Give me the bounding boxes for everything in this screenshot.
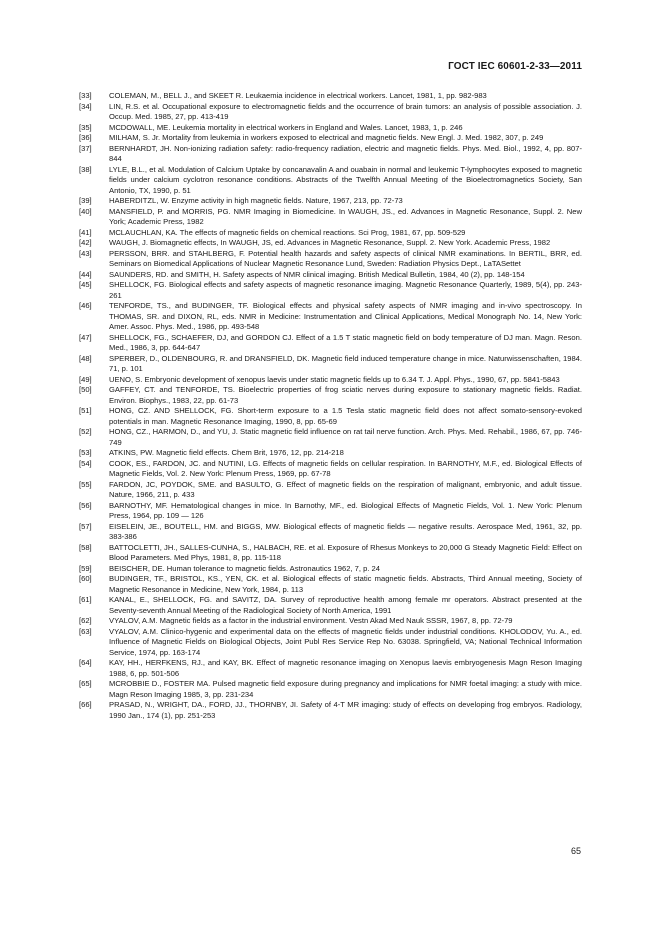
reference-text: SAUNDERS, RD. and SMITH, H. Safety aspects of NMR clinical imaging. British Medical Bulletin, 1984, 40 (2), pp. 148-154 — [109, 269, 525, 279]
reference-text: SHELLOCK, FG., SCHAEFER, DJ, and GORDON CJ. Effect of a 1.5 T static magnetic field on body temperature of DJ man. Magn. Reson. Med., 1986, 3, pp. 644-647 — [109, 332, 582, 352]
reference-text: HONG, CZ. AND SHELLOCK, FG. Short-term exposure to a 1.5 Tesla static magnetic field does not affect somato-sensory-evoked potentials in man. Magnetic Resonance Imaging, 1990, 8, pp. 65-69 — [109, 406, 582, 426]
reference-text: BEISCHER, DE. Human tolerance to magnetic fields. Astronautics 1962, 7, p. 24 — [109, 563, 380, 573]
reference-number: [57] — [79, 521, 92, 531]
reference-item — [79, 333, 582, 354]
reference-item — [79, 238, 582, 249]
reference-number: [48] — [79, 353, 92, 363]
reference-text: COOK, ES., FARDON, JC. and NUTINI, LG. Effects of magnetic fields on cellular respiration. In BARNOTHY, M.F., ed. Biological Effects of Magnetic Fields, Vol. 2. New York: Plenum Press, 1969, pp. 67-78 — [109, 458, 582, 478]
reference-text: PRASAD, N., WRIGHT, DA., FORD, JJ., THORNBY, JI. Safety of 4-T MR imaging: study of effects on developing frog embryos. Radiology, 1990 Jan., 174 (1), pp. 251-253 — [109, 700, 582, 720]
reference-text: BARNOTHY, MF. Hematological changes in mice. In Barnothy, MF., ed. Biological Effects of Magnetic Fields, Vol. 1. New York: Plenum Press, 1964, pp. 109 — 126 — [109, 500, 582, 520]
reference-number: [49] — [79, 374, 92, 384]
reference-item — [79, 658, 582, 679]
reference-number: [65] — [79, 679, 92, 688]
reference-text: SPERBER, D., OLDENBOURG, R. and DRANSFIELD, DK. Magnetic field induced temperature change in mice. Naturwissenschaften, 1984. 71, p. 101 — [109, 353, 582, 373]
reference-number: [41] — [79, 227, 92, 237]
reference-text: TENFORDE, TS., and BUDINGER, TF. Biological effects and physical safety aspects of NMR imaging and in-vivo spectroscopy. In THOMAS, SR. and DIXON, RL, eds. NMR in Medicine: Instrumentation and Clinical Applications, Medical Monograph No. 14, New York: Amer. Assoc. Phys. Med., 1986, pp. 493-548 — [109, 301, 582, 331]
reference-item — [79, 133, 582, 144]
reference-list — [79, 91, 582, 721]
reference-item — [79, 522, 582, 543]
reference-number: [39] — [79, 196, 92, 205]
reference-number: [46] — [79, 301, 92, 310]
reference-number: [60] — [79, 574, 92, 583]
reference-item — [79, 406, 582, 427]
reference-item — [79, 123, 582, 134]
reference-item — [79, 249, 582, 270]
reference-number: [64] — [79, 658, 92, 667]
reference-number: [33] — [79, 91, 92, 100]
document-standard-title: ГОСТ IEC 60601-2-33—2011 — [448, 61, 582, 72]
reference-number: [36] — [79, 133, 92, 142]
reference-number: [62] — [79, 616, 92, 625]
reference-item — [79, 375, 582, 386]
reference-item — [79, 228, 582, 239]
reference-text: MCDOWALL, ME. Leukemia mortality in electrical workers in England and Wales. Lancet, 1983, 1, p. 246 — [109, 122, 463, 132]
reference-number: [47] — [79, 332, 92, 342]
reference-number: [50] — [79, 385, 92, 394]
reference-item — [79, 448, 582, 459]
reference-text: KANAL, E., SHELLOCK, FG. and SAVITZ, DA. Survey of reproductive health among female mr operators. Abstract presented at the Seventy-seventh Annual Meeting of the Radiological Society of North America, 1991 — [109, 595, 582, 615]
reference-number: [44] — [79, 269, 92, 279]
reference-number: [51] — [79, 406, 92, 415]
reference-text: GAFFEY, CT. and TENFORDE, TS. Bioelectric properties of frog sciatic nerves during exposure to stationary magnetic fields. Radiat. Environ. Biophys., 1983, 22, pp. 61-73 — [109, 385, 582, 405]
reference-number: [37] — [79, 143, 92, 153]
reference-item — [79, 354, 582, 375]
reference-item — [79, 616, 582, 627]
reference-number: [35] — [79, 122, 92, 132]
reference-item — [79, 207, 582, 228]
page-number: 65 — [570, 846, 581, 856]
reference-item — [79, 679, 582, 700]
reference-number: [38] — [79, 164, 92, 174]
reference-text: ATKINS, PW. Magnetic field effects. Chem Brit, 1976, 12, pp. 214-218 — [109, 448, 344, 457]
reference-item — [79, 459, 582, 480]
reference-item — [79, 165, 582, 197]
reference-text: WAUGH, J. Biomagnetic effects, In WAUGH, JS, ed. Advances in Magnetic Resonance, Suppl. 2. New York. Academic Press, 1982 — [109, 238, 551, 247]
reference-item — [79, 480, 582, 501]
reference-item — [79, 385, 582, 406]
reference-text: UENO, S. Embryonic development of xenopus laevis under static magnetic fields up to 6.34 T. J. Appl. Phys., 1990, 67, pp. 5841-5843 — [109, 374, 560, 384]
reference-text: PERSSON, BRR. and STAHLBERG, F. Potential health hazards and safety aspects of clinical NMR examinations. In BERTIL, BRR, ed. Seminars on Biomedical Applications of Nuclear Magnetic Resonance Lund, Sweden: Radiation Physics Dept., LaTASettet — [109, 248, 582, 268]
reference-text: VYALOV, A.M. Magnetic fields as a factor in the industrial environment. Vestn Akad Med Nauk SSSR, 1967, 8, pp. 72-79 — [109, 616, 513, 625]
reference-number: [42] — [79, 238, 92, 247]
reference-item — [79, 595, 582, 616]
reference-number: [59] — [79, 563, 92, 573]
reference-text: LIN, R.S. et al. Occupational exposure to electromagnetic fields and the occurrence of brain tumors: an analysis of possible association. J. Occup. Med. 1985, 27, pp. 413-419 — [109, 101, 582, 121]
reference-text: SHELLOCK, FG. Biological effects and safety aspects of magnetic resonance imaging. Magnetic Resonance Quarterly, 1989, 5(4), pp. 243-261 — [109, 280, 582, 300]
reference-number: [55] — [79, 479, 92, 489]
reference-item — [79, 574, 582, 595]
reference-text: MCLAUCHLAN, KA. The effects of magnetic fields on chemical reactions. Sci Prog, 1981, 67, pp. 509-529 — [109, 227, 466, 237]
reference-text: MILHAM, S. Jr. Mortality from leukemia in workers exposed to electrical and magnetic fields. New Engl. J. Med. 1982, 307, p. 249 — [109, 133, 544, 142]
reference-number: [63] — [79, 626, 92, 636]
reference-item — [79, 564, 582, 575]
reference-text: HONG, CZ., HARMON, D., and YU, J. Static magnetic field influence on rat tail nerve function. Arch. Phys. Med. Rehabil., 1986, 67, pp. 746-749 — [109, 427, 582, 447]
reference-item — [79, 501, 582, 522]
reference-text: MCROBBIE D., FOSTER MA. Pulsed magnetic field exposure during pregnancy and implications for NMR foetal imaging: a study with mice. Magn Reson Imaging 1985, 3, pp. 231-234 — [109, 679, 582, 699]
reference-number: [43] — [79, 248, 92, 258]
reference-item — [79, 280, 582, 301]
reference-item — [79, 301, 582, 333]
reference-item — [79, 102, 582, 123]
reference-number: [52] — [79, 427, 92, 436]
reference-text: BATTOCLETTI, JH., SALLES-CUNHA, S., HALBACH, RE. et al. Exposure of Rhesus Monkeys to 20,000 G Steady Magnetic Field: Effect on Blood Parameters. Med Phys, 1981, 8, pp. 115-118 — [109, 542, 582, 562]
reference-number: [53] — [79, 448, 92, 457]
reference-item — [79, 427, 582, 448]
reference-number: [58] — [79, 542, 92, 552]
reference-text: VYALOV, A.M. Clinico-hygenic and experimental data on the effects of magnetic fields under industrial conditions. KHOLODOV, Yu. A., ed. Influence of Magnetic Fields on Biological Objects, Joint Publ Res Service Rep No. 63038. Springfield, VA; National Technical Information Service, 1974, pp. 163-174 — [109, 626, 582, 657]
reference-number: [34] — [79, 101, 92, 111]
reference-text: BUDINGER, TF., BRISTOL, KS., YEN, CK. et al. Biological effects of static magnetic fields. Abstracts, Third Annual meeting, Society of Magnetic Resonance in Medicine, New York, 1984, p. 113 — [109, 574, 582, 594]
reference-item — [79, 144, 582, 165]
reference-number: [66] — [79, 700, 92, 709]
reference-text: EISELEIN, JE., BOUTELL, HM. and BIGGS, MW. Biological effects of magnetic fields — negative results. Aerospace Med, 1961, 32, pp. 383-386 — [109, 521, 582, 541]
reference-text: MANSFIELD, P. and MORRIS, PG. NMR Imaging in Biomedicine. In WAUGH, JS., ed. Advances in Magnetic Resonance, Suppl. 2. New York; Academic Press, 1982 — [109, 206, 582, 226]
reference-text: KAY, HH., HERFKENS, RJ., and KAY, BK. Effect of magnetic resonance imaging on Xenopus laevis embryogenesis Magn Reson Imaging 1988, 6, pp. 501-506 — [109, 658, 582, 678]
reference-number: [61] — [79, 595, 92, 604]
reference-text: HABERDITZL, W. Enzyme activity in high magnetic fields. Nature, 1967, 213, pp. 72-73 — [109, 196, 403, 205]
reference-item — [79, 543, 582, 564]
reference-item — [79, 91, 582, 102]
reference-number: [40] — [79, 206, 92, 216]
reference-item — [79, 196, 582, 207]
reference-item — [79, 700, 582, 721]
reference-number: [54] — [79, 458, 92, 468]
reference-text: BERNHARDT, JH. Non-ionizing radiation safety: radio-frequency radiation, electric and magnetic fields. Phys. Med. Biol., 1992, 4, pp. 807-844 — [109, 143, 582, 163]
reference-text: COLEMAN, M., BELL J., and SKEET R. Leukaemia incidence in electrical workers. Lancet, 1981, 1, pp. 982-983 — [109, 91, 487, 100]
reference-text: LYLE, B.L., et al. Modulation of Calcium Uptake by concanavalin A and ouabain in normal and leukemic T-lymphocytes exposed to magnetic fields under calcium cyclotron resonance conditions. Abstracts of the Twelfth Annual Meeting of the Bioelectromagnetics Society, San Antonio, TX, 1990, p. 51 — [109, 164, 582, 195]
reference-item — [79, 270, 582, 281]
reference-text: FARDON, JC, POYDOK, SME. and BASULTO, G. Effect of magnetic fields on the respiration of malignant, embryonic, and adult tissue. Nature, 1966, 211, p. 433 — [109, 479, 582, 499]
reference-number: [56] — [79, 500, 92, 510]
reference-number: [45] — [79, 280, 92, 289]
reference-item — [79, 627, 582, 659]
